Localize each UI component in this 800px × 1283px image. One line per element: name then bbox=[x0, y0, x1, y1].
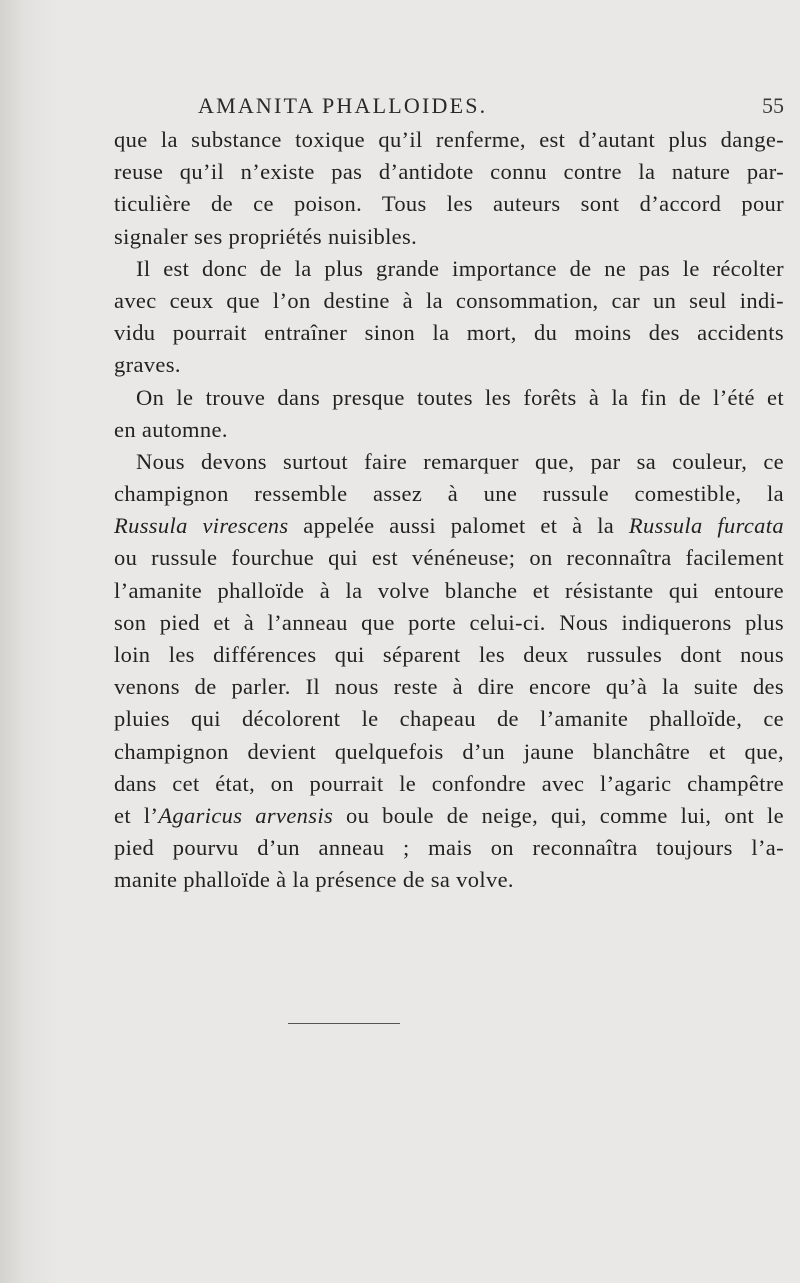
species-name-italic: Agaricus arvensis bbox=[158, 802, 334, 828]
page-number: 55 bbox=[762, 93, 784, 118]
text-line: graves. bbox=[114, 352, 181, 378]
running-header bbox=[0, 88, 800, 124]
text-line: que la substance toxique qu’il renferme, est d’autant plus dange- bbox=[114, 127, 784, 152]
text-line: manite phalloïde à la présence de sa volve. bbox=[114, 867, 514, 893]
text-line: dans cet état, on pourrait le confondre avec l’agaric champêtre bbox=[114, 770, 784, 796]
text-line: pluies qui décolorent le chapeau de l’amanite phalloïde, ce bbox=[114, 706, 784, 732]
text-line: champignon devient quelquefois d’un jaune blanchâtre et que, bbox=[114, 738, 784, 764]
text-line: venons de parler. Il nous reste à dire encore qu’à la suite des bbox=[114, 674, 784, 700]
text-line-with-italics bbox=[114, 510, 784, 542]
text-line: vidu pourrait entraîner sinon la mort, du moins des accidents bbox=[114, 320, 784, 346]
text-line: en automne. bbox=[114, 416, 228, 442]
text-line: ticulière de ce poison. Tous les auteurs sont d’accord pour bbox=[114, 191, 784, 217]
text-line: champignon ressemble assez à une russule comestible, la bbox=[114, 481, 784, 507]
text-fragment: appelée aussi palomet et à la bbox=[288, 513, 629, 539]
text-line-with-italics bbox=[114, 800, 784, 832]
body-text bbox=[114, 124, 784, 897]
species-name-italic: Russula furcata bbox=[628, 513, 784, 539]
text-line: son pied et à l’anneau que porte celui-ci. Nous indiquerons plus bbox=[114, 609, 784, 635]
text-line: On le trouve dans presque toutes les forêts à la fin de l’été et bbox=[136, 384, 784, 410]
text-line: ou russule fourchue qui est vénéneuse; on reconnaîtra facilement bbox=[114, 545, 784, 571]
text-line: pied pourvu d’un anneau ; mais on reconnaîtra toujours l’a- bbox=[114, 835, 784, 861]
text-line: loin les différences qui séparent les deux russules dont nous bbox=[114, 642, 784, 667]
page-edge-shadow bbox=[0, 0, 60, 1283]
text-fragment: ou boule de neige, qui, comme lui, ont le bbox=[333, 802, 784, 828]
text-line: l’amanite phalloïde à la volve blanche et résistante qui entoure bbox=[114, 577, 784, 603]
species-name-italic: Russula virescens bbox=[114, 513, 289, 539]
running-title: AMANITA PHALLOIDES. bbox=[198, 93, 488, 118]
text-fragment: et l’ bbox=[114, 802, 159, 828]
text-line: reuse qu’il n’existe pas d’antidote connu contre la nature par- bbox=[114, 159, 784, 185]
text-line: Il est donc de la plus grande importance de ne pas le récolter bbox=[136, 255, 784, 281]
text-line: avec ceux que l’on destine à la consommation, car un seul indi- bbox=[114, 287, 784, 313]
section-end-rule bbox=[288, 1023, 400, 1024]
text-line: Nous devons surtout faire remarquer que, par sa couleur, ce bbox=[136, 448, 784, 474]
text-line: signaler ses propriétés nuisibles. bbox=[114, 223, 418, 249]
